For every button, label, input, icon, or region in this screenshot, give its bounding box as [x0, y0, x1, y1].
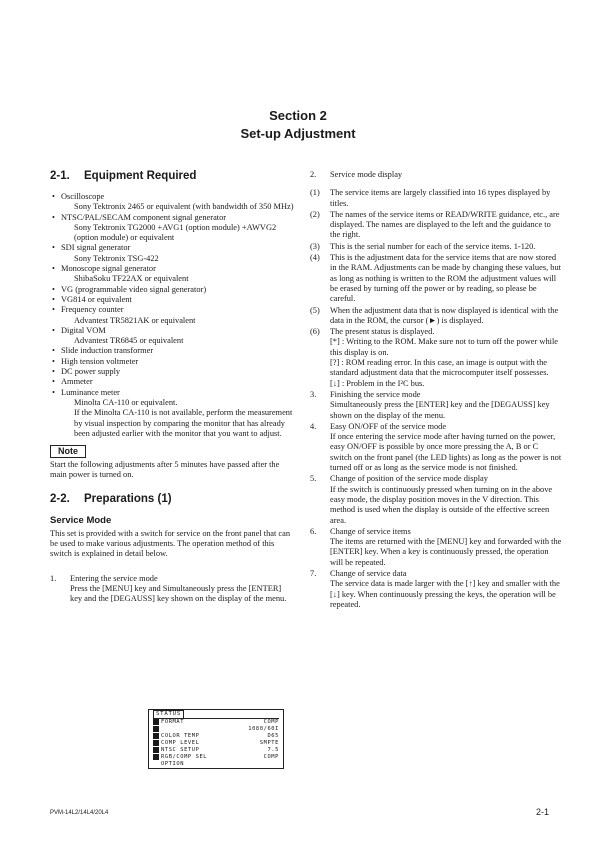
step-title: Change of service data: [330, 568, 407, 578]
step-list-left: [50, 574, 294, 605]
heading-number: 2-1.: [50, 170, 70, 182]
status-code-text: [↓] : Problem in the I²C bus.: [330, 378, 425, 388]
menu-icon: [153, 747, 159, 753]
step-title: Finishing the service mode: [330, 389, 421, 399]
step-2: [310, 170, 562, 180]
step-text: Press the [MENU] key and Simultaneously press the [ENTER] key and the [DEGAUSS] key shown on the display of the menu.: [70, 583, 287, 604]
left-column: [50, 170, 294, 605]
step-item: [310, 527, 562, 568]
equipment-item: [50, 192, 294, 213]
equipment-item: [50, 377, 294, 387]
step-number: 7.: [310, 568, 317, 578]
equipment-item: [50, 305, 294, 326]
equipment-name: Digital VOM: [61, 325, 106, 335]
step-item: [310, 170, 562, 180]
panel-row-label: OPTION: [161, 761, 185, 767]
heading-text: Equipment Required: [84, 170, 197, 182]
note-label: Note: [50, 445, 86, 458]
equipment-list: [50, 192, 294, 439]
equipment-item: [50, 367, 294, 377]
panel-row-value: 7.5: [267, 747, 279, 753]
step-item: [310, 569, 562, 610]
step-item: [50, 574, 294, 605]
step-title: Easy ON/OFF of the service mode: [330, 421, 447, 431]
equipment-item: [50, 357, 294, 367]
display-item-number: (5): [310, 305, 320, 315]
status-code-text: [?] : ROM reading error. In this case, an image is output with the standard adjustment data that the microcomputer itself possesses.: [330, 358, 549, 378]
equipment-detail: Sony Tektronix TSG-422: [74, 253, 159, 263]
equipment-detail: Sony Tektronix TG2000 +AVG1 (option module) +AWVG2 (option module) or equivalent: [74, 222, 277, 243]
panel-rows: [161, 719, 279, 768]
menu-icon: [153, 733, 159, 739]
equipment-detail: Advantest TR5821AK or equivalent: [74, 315, 196, 325]
equipment-name: Monoscope signal generator: [61, 264, 156, 274]
step-text: The service data is made larger with the [↑] key and smaller with the [↓] key. When continuously pressing the keys, the operation will be repeated.: [330, 579, 560, 609]
menu-icon: [153, 726, 159, 732]
equipment-detail: ShibaSoku TF22AX or equivalent: [74, 274, 189, 284]
display-item-number: (2): [310, 209, 320, 219]
step-number: 6.: [310, 526, 317, 536]
equipment-item: [50, 326, 294, 347]
equipment-detail: Advantest TR6845 or equivalent: [74, 336, 184, 346]
service-display-panel: [148, 709, 284, 769]
display-item-list: [310, 188, 562, 389]
panel-row-label: COLOR TEMP: [161, 733, 200, 739]
panel-header: STATUS: [153, 710, 184, 719]
display-item: [310, 210, 562, 241]
display-item-text: The present status is displayed.: [330, 327, 435, 337]
equipment-detail: Sony Tektronix 2465 or equivalent (with bandwidth of 350 MHz): [74, 202, 294, 212]
panel-row-label: RGB/COMP SEL: [161, 754, 208, 760]
step-item: [310, 474, 562, 525]
panel-row-label: NTSC SETUP: [161, 747, 200, 753]
note-text: Start the following adjustments after 5 minutes have passed after the main power is turned on.: [50, 460, 280, 480]
step-title: Entering the service mode: [70, 573, 158, 583]
equipment-name: VG (programmable video signal generator): [61, 284, 207, 294]
equipment-item: [50, 243, 294, 264]
equipment-name: Slide induction transformer: [61, 346, 154, 356]
panel-row: [161, 761, 279, 768]
section-title: Set-up Adjustment: [240, 126, 356, 141]
menu-icon: [153, 754, 159, 760]
menu-icon: [153, 740, 159, 746]
step-text: Simultaneously press the [ENTER] key and the [DEGAUSS] key shown on the display of the menu.: [330, 400, 550, 420]
display-item-number: (6): [310, 327, 320, 337]
equipment-name: Ammeter: [61, 377, 93, 387]
panel-row-label: FORMAT: [161, 719, 185, 725]
step-item: [310, 422, 562, 473]
equipment-name: DC power supply: [61, 367, 121, 377]
panel-row-value: COMP: [263, 719, 279, 725]
step-item: [310, 390, 562, 421]
equipment-item: [50, 295, 294, 305]
display-item-number: (4): [310, 253, 320, 263]
equipment-name: Frequency counter: [61, 305, 124, 315]
display-item-text: This is the serial number for each of the service items. 1-120.: [330, 241, 536, 251]
step-number: 3.: [310, 389, 317, 399]
equipment-name: SDI signal generator: [61, 243, 131, 253]
display-item: [310, 188, 562, 209]
equipment-detail: If the Minolta CA-110 is not available, perform the measurement by visual inspection by comparing the monitor that has already been adjusted earlier with the monitor that you want to adjust.: [74, 408, 293, 438]
equipment-name: NTSC/PAL/SECAM component signal generator: [61, 212, 227, 222]
step-number: 2.: [310, 170, 317, 179]
step-number: 5.: [310, 474, 317, 484]
panel-icon-column: [153, 719, 159, 761]
equipment-item: [50, 346, 294, 356]
equipment-item: [50, 388, 294, 439]
equipment-name: High tension voltmeter: [61, 356, 139, 366]
equipment-item: [50, 285, 294, 295]
display-item: [310, 242, 562, 252]
display-item: [310, 327, 562, 389]
status-code-text: [*] : Writing to the ROM. Make sure not to turn off the power while this display is on.: [330, 337, 558, 357]
heading-text: Preparations (1): [84, 492, 172, 505]
display-item-text: The service items are largely classified into 16 types displayed by titles.: [330, 188, 551, 208]
equipment-item: [50, 213, 294, 244]
panel-row: [161, 726, 279, 733]
step-text: The items are returned with the [MENU] key and forwarded with the [ENTER] key. When a key is continuously pressed, the operation will be repeated.: [330, 537, 562, 567]
panel-row-label: COMP LEVEL: [161, 740, 200, 746]
panel-row: [161, 733, 279, 740]
display-item-number: (1): [310, 188, 320, 198]
heading-equipment-required: [50, 170, 294, 182]
step-number: 1.: [50, 573, 57, 583]
equipment-name: VG814 or equivalent: [61, 294, 132, 304]
equipment-detail: Minolta CA-110 or equivalent.: [74, 397, 178, 407]
panel-row: [161, 747, 279, 754]
right-column: [310, 170, 562, 611]
display-item: [310, 306, 562, 327]
equipment-name: Luminance meter: [61, 387, 120, 397]
step-text: If the switch is continuously pressed when turning on in the above easy mode, the display position moves in the V direction. This method is used when the display is outside of the effective screen area.: [330, 484, 553, 525]
step-text: If once entering the service mode after having turned on the power, easy ON/OFF is possible by once more pressing the A, B or C switch on the front panel (the LED lights) as long as the power is not turned off or as long as the service mode is not finished.: [330, 432, 562, 473]
equipment-item: [50, 264, 294, 285]
panel-row: [161, 719, 279, 726]
display-item-text: When the adjustment data that is now displayed is identical with the data in the ROM, the cursor (►) is displayed.: [330, 305, 559, 325]
step-title: Change of service items: [330, 526, 411, 536]
menu-icon: [153, 719, 159, 725]
heading-number: 2-2.: [50, 492, 70, 505]
display-item-text: This is the adjustment data for the service items that are now stored in the RAM. Adjustments can be made by changing these values, but as long as nothing is written to the ROM the adjustment values will be erased by turning off the power or by reading, so please be careful.: [330, 253, 561, 304]
display-item-number: (3): [310, 241, 320, 251]
panel-row-value: COMP: [263, 754, 279, 760]
section-number: Section 2: [269, 108, 327, 123]
page-number: 2-1: [536, 807, 550, 817]
panel-row-value: 1080/60I: [248, 726, 279, 732]
equipment-name: Oscilloscope: [61, 192, 105, 201]
step-title: Change of position of the service mode display: [330, 474, 488, 484]
service-mode-text: This set is provided with a switch for service on the front panel that can be used to make various adjustments. The operation method of this switch is explained in detail below.: [50, 528, 291, 559]
display-item-text: The names of the service items or READ/WRITE guidance, etc., are displayed. The names are displayed to the left and the guidance to the right.: [330, 209, 560, 240]
heading-preparations: [50, 493, 294, 505]
panel-row: [161, 754, 279, 761]
display-item: [310, 253, 562, 304]
panel-row-value: D65: [267, 733, 279, 739]
step-list-right: [310, 390, 562, 610]
service-mode-heading: Service Mode: [50, 514, 112, 526]
step-number: 4.: [310, 421, 317, 431]
step-title: Service mode display: [330, 170, 403, 179]
panel-row: [161, 740, 279, 747]
panel-row-value: SMPTE: [259, 740, 279, 746]
model-footer: PVM-14L2/14L4/20L4: [50, 810, 109, 816]
